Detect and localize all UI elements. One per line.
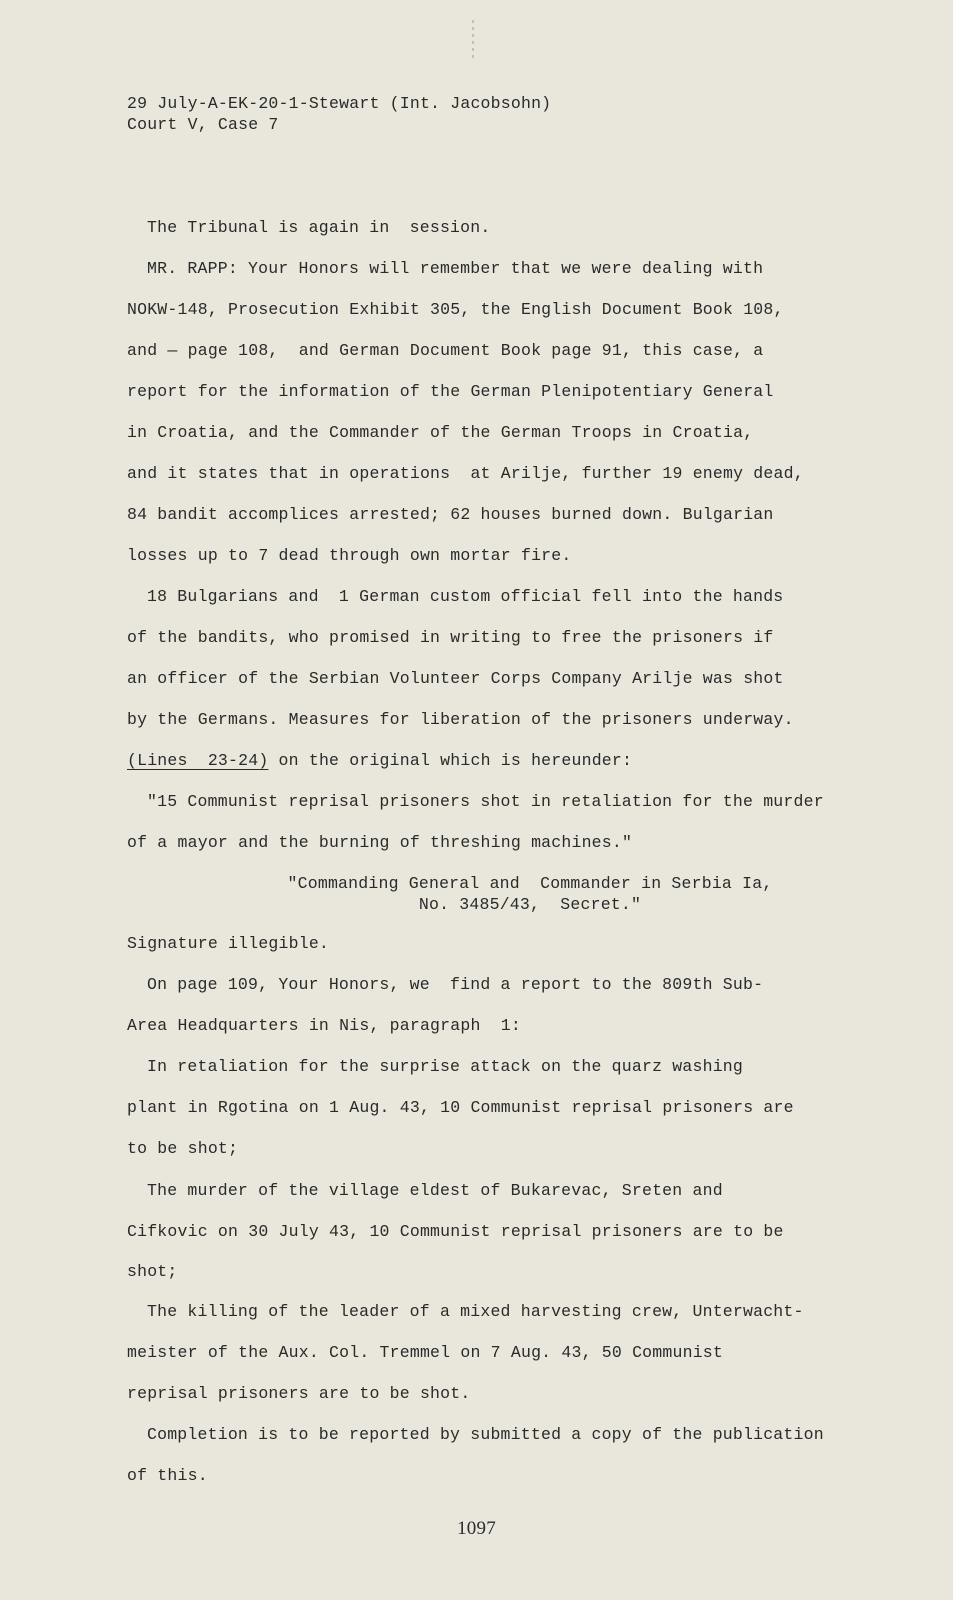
text-line: 84 bandit accomplices arrested; 62 houses burned down. Bulgarian bbox=[127, 505, 774, 524]
text-line: report for the information of the German Plenipotentiary General bbox=[127, 382, 774, 401]
text-line: in Croatia, and the Commander of the German Troops in Croatia, bbox=[127, 423, 754, 442]
header-court-line: Court V, Case 7 bbox=[127, 115, 279, 134]
quoted-text-line: "15 Communist reprisal prisoners shot in retaliation for the murder bbox=[147, 792, 824, 811]
header-case-line: 29 July-A-EK-20-1-Stewart (Int. Jacobsohn) bbox=[127, 94, 552, 113]
text-line: of this. bbox=[127, 1466, 208, 1485]
binding-staple-mark bbox=[472, 20, 474, 60]
text-line: plant in Rgotina on 1 Aug. 43, 10 Communist reprisal prisoners are bbox=[127, 1098, 794, 1117]
text-line: Cifkovic on 30 July 43, 10 Communist reprisal prisoners are to be bbox=[127, 1222, 784, 1241]
lines-reference-underlined: (Lines 23-24) bbox=[127, 751, 269, 770]
text-line: an officer of the Serbian Volunteer Corps Company Arilje was shot bbox=[127, 669, 784, 688]
text-line: by the Germans. Measures for liberation of the prisoners underway. bbox=[127, 710, 794, 729]
text-line: shot; bbox=[127, 1262, 178, 1281]
lines-reference bbox=[127, 751, 632, 771]
text-line: Signature illegible. bbox=[127, 934, 330, 953]
text-line: Completion is to be reported by submitted a copy of the publication bbox=[147, 1425, 824, 1444]
signature-block-line: No. 3485/43, Secret." bbox=[418, 895, 642, 914]
text-line: and — page 108, and German Document Book page 91, this case, a bbox=[127, 341, 764, 360]
text-line: of the bandits, who promised in writing to free the prisoners if bbox=[127, 628, 774, 647]
text-line: The killing of the leader of a mixed harvesting crew, Unterwacht- bbox=[147, 1302, 804, 1321]
text-line: MR. RAPP: Your Honors will remember that we were dealing with bbox=[147, 259, 764, 278]
text-line: Area Headquarters in Nis, paragraph 1: bbox=[127, 1016, 521, 1035]
text-line: NOKW-148, Prosecution Exhibit 305, the English Document Book 108, bbox=[127, 300, 784, 319]
text-line: and it states that in operations at Arilje, further 19 enemy dead, bbox=[127, 464, 804, 483]
text-line: to be shot; bbox=[127, 1139, 239, 1158]
text-line: reprisal prisoners are to be shot. bbox=[127, 1384, 471, 1403]
text-line: meister of the Aux. Col. Tremmel on 7 Aug. 43, 50 Communist bbox=[127, 1343, 723, 1362]
signature-block-line: "Commanding General and Commander in Serbia Ia, bbox=[287, 874, 773, 893]
text-line: The murder of the village eldest of Bukarevac, Sreten and bbox=[147, 1181, 723, 1200]
text-line: The Tribunal is again in session. bbox=[147, 218, 491, 237]
quoted-text-line: of a mayor and the burning of threshing machines." bbox=[127, 833, 633, 852]
lines-reference-tail: on the original which is hereunder: bbox=[268, 751, 633, 770]
text-line: On page 109, Your Honors, we find a report to the 809th Sub- bbox=[147, 975, 764, 994]
text-line: losses up to 7 dead through own mortar fire. bbox=[127, 546, 572, 565]
page-number: 1097 bbox=[457, 1518, 496, 1539]
text-line: 18 Bulgarians and 1 German custom official fell into the hands bbox=[147, 587, 784, 606]
text-line: In retaliation for the surprise attack on the quarz washing bbox=[147, 1057, 743, 1076]
